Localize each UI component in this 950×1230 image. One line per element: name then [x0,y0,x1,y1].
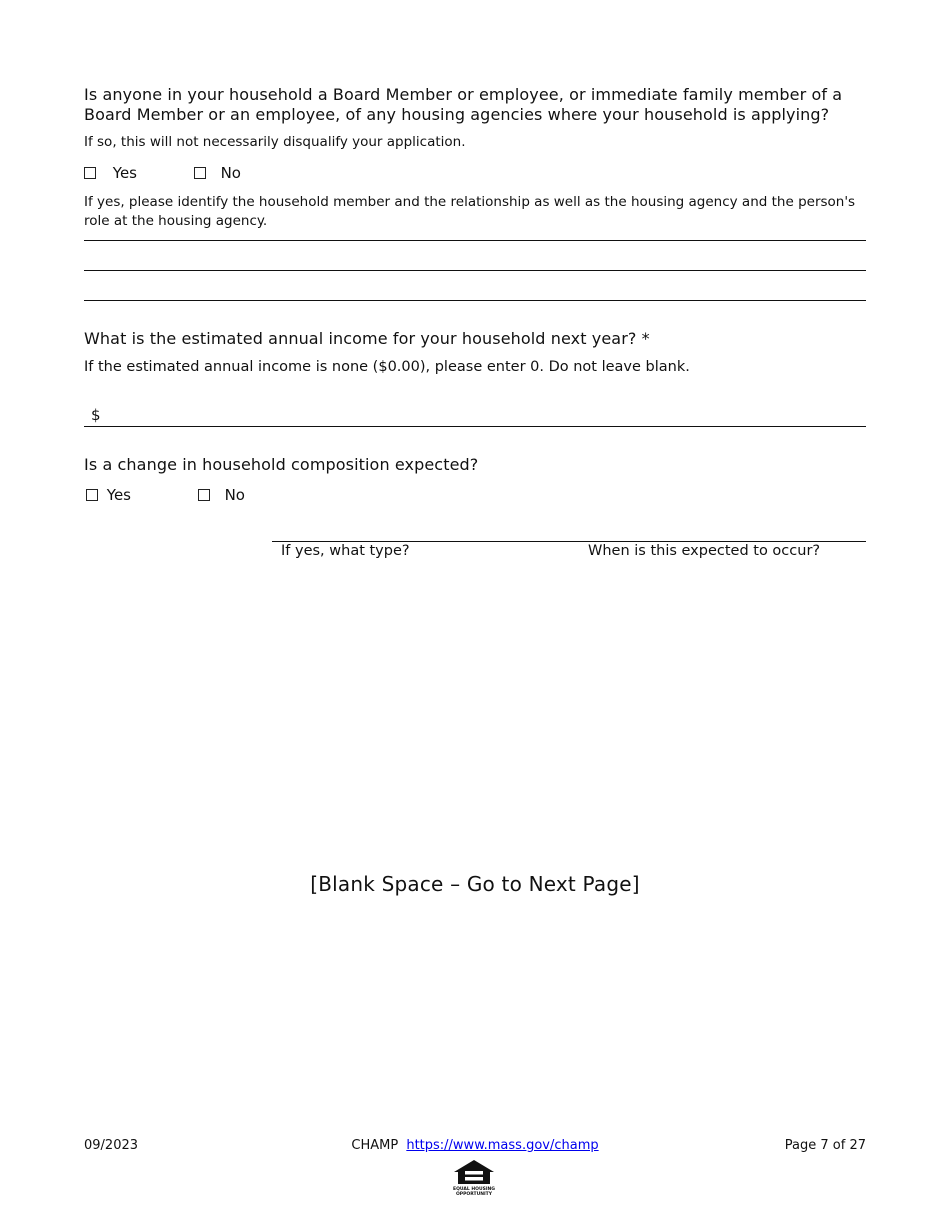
annual-income-input-line[interactable] [84,426,866,427]
affiliation-yes-label: Yes [112,164,137,182]
composition-no-option[interactable] [198,486,245,504]
composition-yes-checkbox[interactable] [86,489,98,501]
affiliation-answer-line-1[interactable] [84,240,866,241]
household-affiliation-question: Is anyone in your household a Board Member or employee, or immediate family member of a Board Member or an employee, of any housing agencies where your household is applying? [84,85,843,124]
footer-date: 09/2023 [84,1138,139,1153]
composition-no-checkbox[interactable] [198,489,210,501]
annual-income-note: If the estimated annual income is none ($0.00), please enter 0. Do not leave blank. [84,359,690,375]
footer-page-number: Page 7 of 27 [784,1138,866,1153]
affiliation-no-option[interactable] [194,164,241,182]
composition-change-options [86,486,245,504]
affiliation-yes-option[interactable] [84,164,137,182]
affiliation-no-label: No [220,164,241,182]
equal-housing-logo [450,1158,498,1198]
composition-when-label: When is this expected to occur? [588,543,821,559]
footer-program: CHAMP [351,1138,399,1153]
footer-url-link[interactable]: https://www.mass.gov/champ [406,1138,599,1153]
equal-housing-logo-text: EQUAL HOUSING OPPORTUNITY [453,1187,495,1197]
blank-space-notice: [Blank Space – Go to Next Page] [310,872,640,896]
composition-type-label: If yes, what type? [281,543,410,559]
composition-details-line[interactable] [272,541,866,542]
household-affiliation-note: If so, this will not necessarily disqualify your application. [84,134,466,150]
composition-change-question: Is a change in household composition expected? [84,455,479,474]
currency-symbol: $ [91,406,101,424]
affiliation-answer-line-3[interactable] [84,300,866,301]
affiliation-yes-checkbox[interactable] [84,167,96,179]
annual-income-question: What is the estimated annual income for your household next year? * [84,329,650,348]
household-affiliation-options [84,164,241,182]
composition-yes-option[interactable] [86,486,131,504]
affiliation-answer-line-2[interactable] [84,270,866,271]
composition-no-label: No [224,486,245,504]
affiliation-followup-instruction: If yes, please identify the household member and the relationship as well as the housing agency and the person's role at the housing agency. [84,194,856,229]
composition-yes-label: Yes [106,486,131,504]
affiliation-no-checkbox[interactable] [194,167,206,179]
